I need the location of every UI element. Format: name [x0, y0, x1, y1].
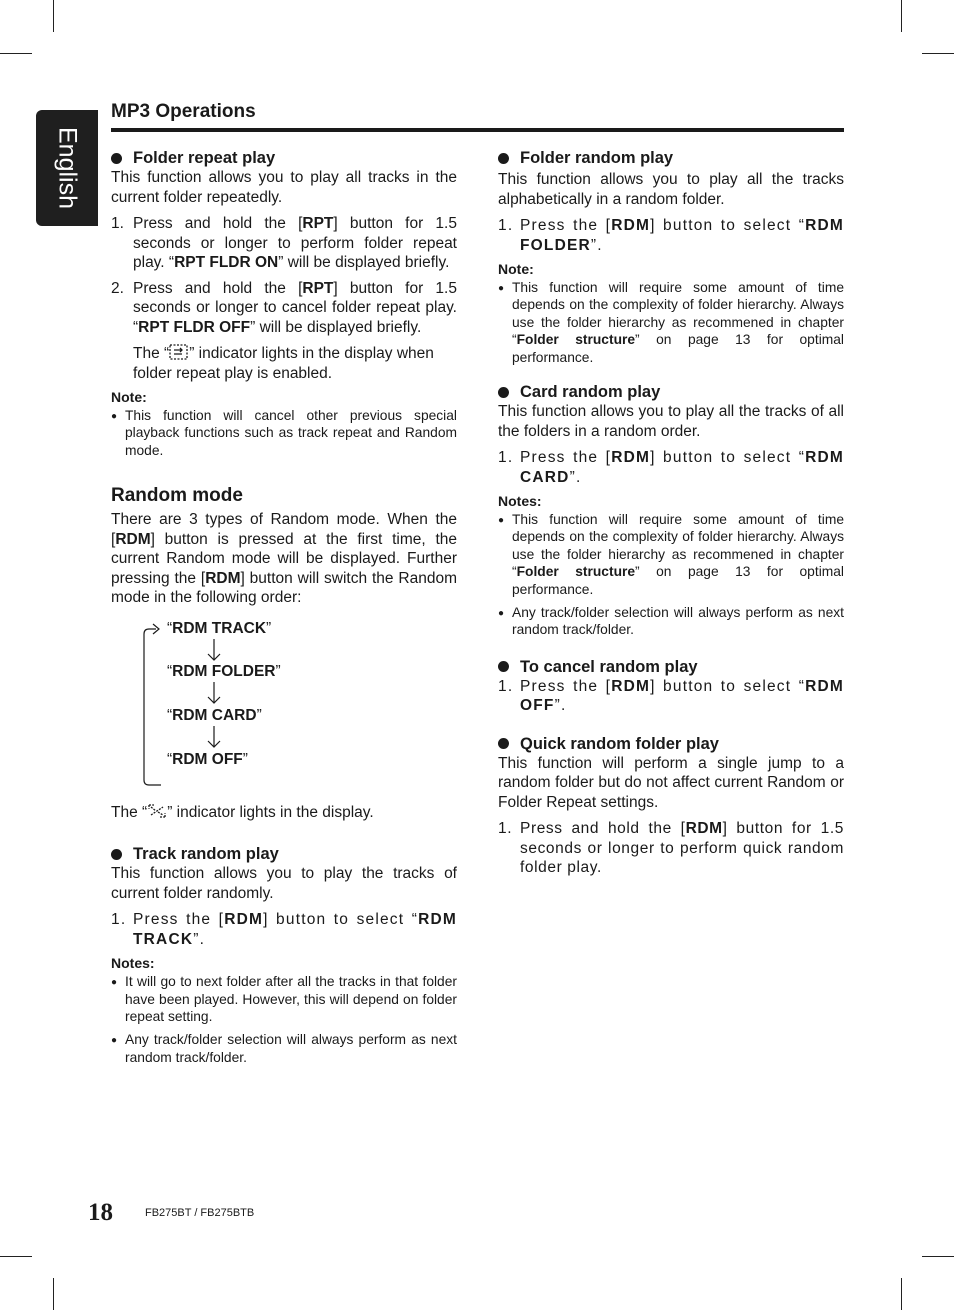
right-column — [498, 148, 844, 878]
section-heading: Quick random folder play — [498, 734, 844, 754]
step-item: 1. Press the [RDM] button to select “RDM OFF”. — [498, 677, 844, 715]
section-intro: This function will perform a single jump to a random folder but do not affect current Random or Folder Repeat settings. — [498, 754, 844, 811]
mode-cycle-diagram — [111, 618, 457, 800]
flow-item-rdm-folder: “RDM FOLDER” — [167, 662, 281, 680]
indicator-line: The “ ” indicator lights in the display. — [111, 803, 374, 821]
bullet-icon — [498, 387, 509, 398]
section-intro: This function allows you to play all the tracks of all the folders in a random order. — [498, 403, 844, 440]
crop-mark — [0, 1256, 32, 1257]
left-column — [111, 148, 457, 1066]
section-heading: Folder random play — [498, 148, 844, 168]
note-item: ● This function will cancel other previous special playback functions such as track repeat and Random mode. — [111, 408, 457, 458]
section-heading: Card random play — [498, 382, 844, 402]
section-heading: Track random play — [111, 844, 457, 864]
step-item: 1. Press the [RDM] button to select “RDM CARD”. — [498, 449, 844, 486]
note-label: Note: — [111, 389, 147, 405]
crop-mark — [922, 53, 954, 54]
indicator-line: The “ ” indicator lights in the display when folder repeat play is enabled. — [133, 345, 434, 382]
bullet-icon — [498, 153, 509, 164]
section-intro: This function allows you to play the tracks of current folder randomly. — [111, 865, 457, 902]
note-item: ● This function will require some amount of time depends on the complexity of folder hierarchy. Always use the folder hierarchy as recommened in chapter “Folder structure” on page 13 for optimal performance. — [498, 512, 844, 597]
flow-item-rdm-off: “RDM OFF” — [167, 750, 248, 768]
section-intro: This function allows you to play all the tracks alphabetically in a random folder. — [498, 171, 844, 208]
section-intro: There are 3 types of Random mode. When the [RDM] button is pressed at the first time, the current Random mode will be displayed. Further pressing the [RDM] button will switch the Random mode in the following order: — [111, 511, 457, 607]
title-rule — [111, 128, 844, 132]
crop-mark — [901, 0, 902, 32]
bullet-icon — [498, 738, 509, 749]
crop-mark — [922, 1256, 954, 1257]
language-tab-label: English — [53, 127, 82, 209]
section-heading: Folder repeat play — [111, 148, 457, 168]
crop-mark — [901, 1278, 902, 1310]
note-item: ● Any track/folder selection will always perform as next random track/folder. — [498, 605, 844, 638]
flow-item-rdm-card: “RDM CARD” — [167, 706, 262, 724]
note-label: Note: — [498, 261, 534, 277]
crop-mark — [53, 1278, 54, 1310]
folder-repeat-indicator-icon — [169, 343, 189, 361]
random-indicator-icon — [147, 802, 167, 820]
step-item: 2. Press and hold the [RPT] button for 1.5 seconds or longer to cancel folder repeat play. “RPT FLDR OFF” will be displayed briefly. — [111, 279, 457, 336]
model-number: FB275BT / FB275BTB — [145, 1207, 255, 1219]
step-item: 1. Press the [RDM] button to select “RDM FOLDER”. — [498, 217, 844, 254]
step-item: 1. Press and hold the [RPT] button for 1.5 seconds or longer to perform folder repeat play. “RPT FLDR ON” will be displayed briefly. — [111, 215, 457, 271]
notes-label: Notes: — [498, 493, 542, 510]
notes-label: Notes: — [111, 955, 155, 972]
bullet-icon — [111, 153, 122, 164]
crop-mark — [53, 0, 54, 32]
section-heading: To cancel random play — [498, 657, 844, 677]
note-item: ● Any track/folder selection will always perform as next random track/folder. — [111, 1032, 457, 1065]
flow-item-rdm-track: “RDM TRACK” — [167, 619, 272, 637]
note-item: ● This function will require some amount of time depends on the complexity of folder hierarchy. Always use the folder hierarchy as recommened in chapter “Folder structure” on page 13 for optimal performance. — [498, 280, 844, 365]
section-intro: This function allows you to play all tracks in the current folder repeatedly. — [111, 169, 457, 206]
page-number: 18 — [88, 1199, 113, 1226]
page-title: MP3 Operations — [111, 101, 256, 122]
note-item: ● It will go to next folder after all the tracks in that folder have been played. However, this will depend on folder repeat setting. — [111, 974, 457, 1025]
bullet-icon — [498, 661, 509, 672]
bullet-icon — [111, 849, 122, 860]
step-item: 1. Press and hold the [RDM] button for 1.5 seconds or longer to perform quick random folder play. — [498, 820, 844, 877]
step-item: 1. Press the [RDM] button to select “RDM TRACK”. — [111, 911, 457, 948]
section-heading: Random mode — [111, 485, 243, 507]
crop-mark — [0, 53, 32, 54]
